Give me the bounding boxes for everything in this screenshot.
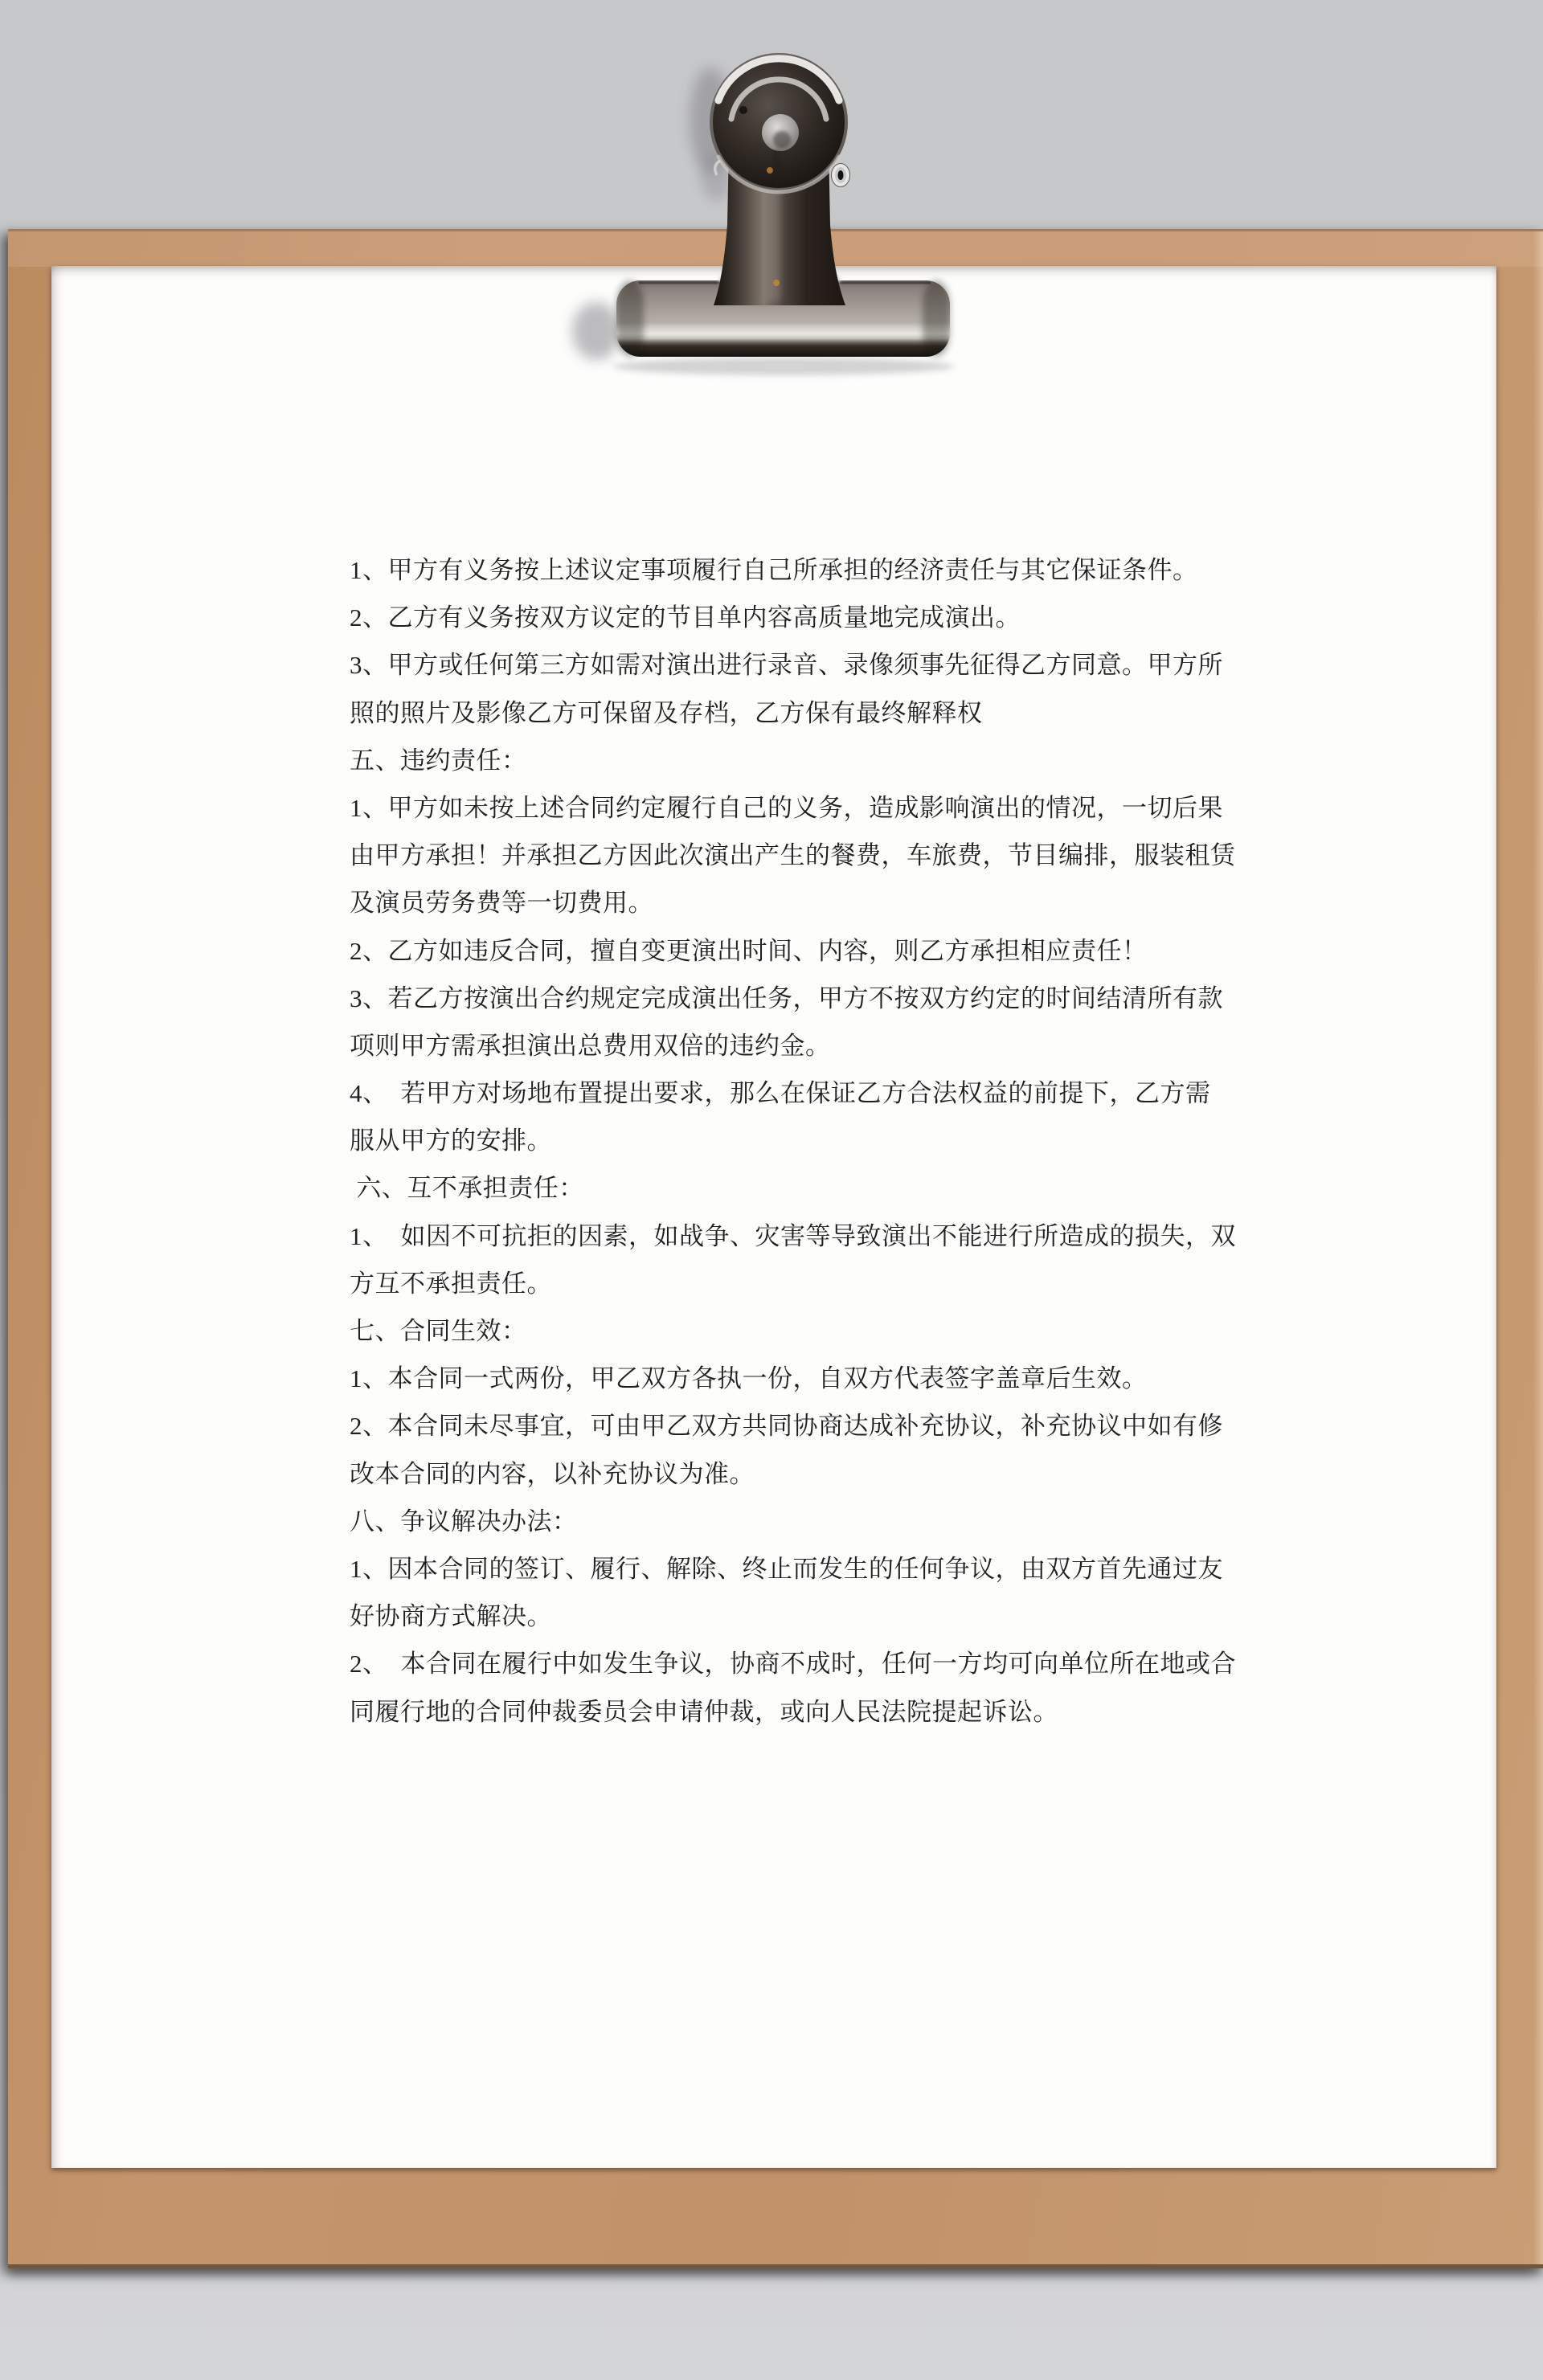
contract-line: 2、乙方有义务按双方议定的节目单内容高质量地完成演出。 <box>350 603 1021 632</box>
contract-line: 4、 若甲方对场地布置提出要求，那么在保证乙方合法权益的前提下，乙方需 <box>350 1079 1211 1108</box>
clip-coil-hole-shadow <box>773 131 791 149</box>
clip-jaw-cap-left <box>616 280 644 357</box>
contract-line: 1、因本合同的签订、履行、解除、终止而发生的任何争议，由双方首先通过友 <box>350 1554 1223 1583</box>
contract-line: 1、甲方如未按上述合同约定履行自己的义务，造成影响演出的情况，一切后果 <box>350 793 1223 822</box>
contract-line: 由甲方承担！并承担乙方因此次演出产生的餐费，车旅费，节目编排，服装租赁 <box>350 841 1236 870</box>
contract-section-heading: 六、互不承担责任： <box>350 1174 584 1203</box>
contract-line: 改本合同的内容，以补充协议为准。 <box>350 1459 755 1488</box>
contract-line: 同履行地的合同仲裁委员会申请仲裁，或向人民法院提起诉讼。 <box>350 1697 1058 1726</box>
contract-line: 3、甲方或任何第三方如需对演出进行录音、录像须事先征得乙方同意。甲方所 <box>350 651 1223 680</box>
contract-section-heading: 五、违约责任： <box>350 746 527 775</box>
contract-line: 1、甲方有义务按上述议定事项履行自己所承担的经济责任与其它保证条件。 <box>350 556 1198 584</box>
clip-coil-orange-glint <box>767 167 773 174</box>
contract-line: 2、 本合同在履行中如发生争议，协商不成时，任何一方均可向单位所在地或合 <box>350 1650 1236 1679</box>
contract-line: 3、若乙方按演出合约规定完成演出任务，甲方不按双方约定的时间结清所有款 <box>350 983 1223 1012</box>
contract-line: 项则甲方需承担演出总费用双倍的违约金。 <box>350 1031 831 1060</box>
clip-coil-streak <box>774 151 780 187</box>
contract-text-block <box>350 546 1236 1736</box>
contract-line: 2、本合同未尽事宜，可由甲乙双方共同协商达成补充协议，补充协议中如有修 <box>350 1412 1223 1441</box>
contract-section-heading: 八、争议解决办法： <box>350 1507 578 1536</box>
clip-jaw-shadow-under <box>613 358 954 375</box>
contract-line: 照的照片及影像乙方可保留及存档，乙方保有最终解释权 <box>350 698 983 727</box>
clipboard-board-right-edge <box>1533 231 1543 2264</box>
clip-neck-orange-glint <box>773 280 780 286</box>
contract-line: 1、 如因不可抗拒的因素，如战争、灾害等导致演出不能进行所造成的损失，双 <box>350 1221 1236 1250</box>
contract-line: 好协商方式解决。 <box>350 1602 552 1631</box>
clip-jaw-cap-right <box>923 280 950 357</box>
contract-line: 服从甲方的安排。 <box>350 1127 552 1155</box>
contract-line: 1、本合同一式两份，甲乙双方各执一份，自双方代表签字盖章后生效。 <box>350 1364 1148 1393</box>
clip-wire-loop-center <box>838 170 844 180</box>
contract-section-heading: 七、合同生效： <box>350 1317 527 1345</box>
binder-clip <box>530 24 980 386</box>
contract-line: 及演员劳务费等一切费用。 <box>350 889 653 918</box>
contract-line: 2、乙方如违反合同，擅自变更演出时间、内容，则乙方承担相应责任！ <box>350 936 1148 965</box>
clip-jaw-shadow-left <box>572 302 620 360</box>
contract-line: 方互不承担责任。 <box>350 1269 552 1298</box>
clip-coil-fleck <box>739 106 747 114</box>
